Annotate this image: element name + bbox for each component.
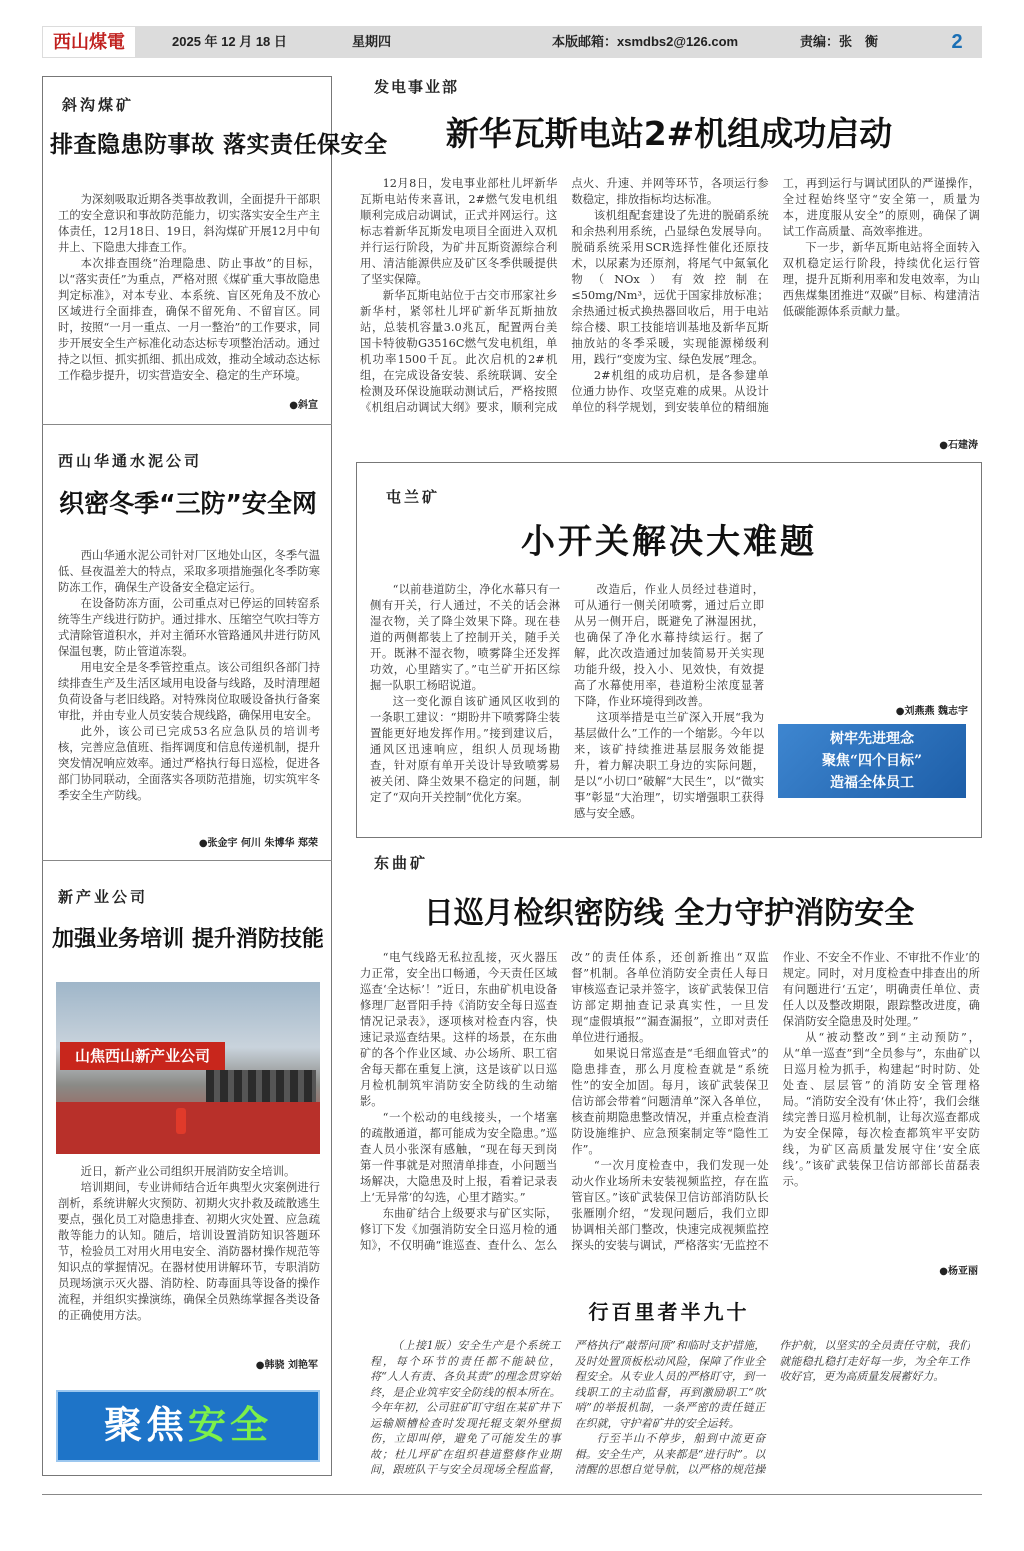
byline: ●斜宣 <box>289 400 318 411</box>
paragraph: 此外，该公司已完成53名应急队员的培训考核，完善应急值班、指挥调度和信息传递机制，提升突发情况响应效率。通过严格执行每日巡检，促进各部门协同联动，全面落实各项防范措施，切实筑牢冬季安全生产防线。 <box>58 725 320 802</box>
paragraph: 12月8日，发电事业部杜儿坪新华瓦斯电站传来喜讯，2#燃气发电机组顺利完成启动调试，正式并网运行。这标志着新华瓦斯发电项目全面进入双机并行运行阶段，为矿井瓦斯资源综合利用、清洁能源供应及矿区冬季供暖提供了坚实保障。 <box>360 177 558 286</box>
byline: ●石建涛 <box>939 440 978 451</box>
paragraph: “一次月度检查中，我们发现一处动火作业场所未安装视频监控，存在监管盲区。”该矿武装保卫信访部消防队长张雁刚介绍，“发现问题后，我们立即协调相关部门整改，快速完成视频监控探头的安装与调试，严格落实‘无监控不作业、不安全不作业、不审批不作业’的规定。同时，对月度检查中排查出的所有问题进行‘五定’，明确责任单位、责任人以及整改期限，跟踪整改进度，确保消防安全隐患及时处理。” <box>571 951 980 1252</box>
byline: ●杨亚丽 <box>939 1266 978 1277</box>
article-body <box>370 1338 970 1482</box>
paragraph: 近日，新产业公司组织开展消防安全培训。 <box>80 1165 296 1178</box>
divider <box>42 424 332 425</box>
article-body <box>58 1164 320 1354</box>
article-body <box>360 950 980 1266</box>
page-number: 2 <box>951 31 963 53</box>
newspaper-logo: 西山煤電 <box>42 26 136 58</box>
slogan-line: 造福全体员工 <box>830 775 914 791</box>
paragraph: 用电安全是冬季管控重点。该公司组织各部门持续排查生产及生活区域用电设备与线路，及时清理超负荷设备与老旧线路。对特殊岗位取暖设备执行备案审批，并由专业人员安装合规线路，确保用电安全。 <box>58 661 320 722</box>
editorial-email: 本版邮箱：xsmdbs2@126.com <box>552 34 739 49</box>
article-body <box>360 176 980 430</box>
article-title: 织密冬季“三防”安全网 <box>59 489 317 518</box>
paragraph: 改造后，作业人员经过巷道时，可从通行一侧关闭喷雾，通过后立即从另一侧开启，既避免了淋湿困扰，也确保了净化水幕持续运行。据了解，此次改造通过加装简易开关实现功能升级，投入小、见效快，有效提高了水幕使用率，巷道粉尘浓度显著下降，作业环境得到改善。 <box>574 583 764 708</box>
paragraph: 西山华通水泥公司针对厂区地处山区，冬季气温低、昼夜温差大的特点，采取多项措施强化冬季防寒防冻工作，确保生产设备安全稳定运行。 <box>58 549 320 594</box>
article-title: 日巡月检织密防线 全力守护消防安全 <box>423 896 915 931</box>
paragraph: 下一步，新华瓦斯电站将全面转入双机稳定运行阶段，持续优化运行管理，提升瓦斯利用率和发电效率，为山西焦煤集团推进“双碳”目标、构建清洁低碳能源体系贡献力量。 <box>782 241 980 318</box>
section-label: 新产业公司 <box>58 888 149 906</box>
paragraph: 2#机组的成功启机，是各参建单位通力协作、攻坚克难的成果。从设计单位的科学规划，到安装单位的精细施工，再到运行与调试团队的严谨操作，全过程始终坚守“安全第一，质量为本，进度服从安全”的原则，确保了调试工作高质量、高效率推进。 <box>571 177 980 414</box>
paragraph: 新华瓦斯电站位于古交市邢家社乡新华村，紧邻杜儿坪矿新华瓦斯抽放站，总装机容量3.0兆瓦，配置两台美国卡特彼勒G3516C燃气发电机组，单机功率1500千瓦。此次启机的2#机组，在完成设备安装、系统联调、安全检测及环保设施联动测试后，严格按照《机组启动调试大纲》要求，顺利完成点火、升速、并网等环节，各项运行参数稳定，排放指标均达标准。 <box>360 177 769 414</box>
paragraph: 该机组配套建设了先进的脱硝系统和余热利用系统，凸显绿色发展导向。脱硝系统采用SCR选择性催化还原技术，以尿素为还原剂，将尾气中氮氧化物（NOx）有效控制在≤50mg/Nm³，远优于国家排放标准；余热通过板式换热器回收后，用于电站综合楼、职工技能培训基地及新华瓦斯抽放站的冬季采暖，实现能源梯级利用，践行“变废为宝、绿色发展”理念。 <box>571 209 769 366</box>
article-title: 行百里者半九十 <box>588 1300 750 1324</box>
logo-word-2: 安全 <box>188 1403 273 1447</box>
paragraph: 如果说日常巡查是“毛细血管式”的隐患排查，那么月度检查就是“系统性”的安全加固。每月，该矿武装保卫信访部会带着“问题清单”深入各单位，核查前期隐患整改情况，并重点检查消防设施维护、应急预案制定等“隐性工作”。 <box>571 1047 769 1156</box>
section-label: 西山华通水泥公司 <box>58 452 203 470</box>
section-label: 东曲矿 <box>374 854 429 872</box>
photo-banner: 山焦西山新产业公司 <box>60 1042 225 1070</box>
paragraph: （上接1版）安全生产是个系统工程，每个环节的责任都不能缺位，将“人人有责、各负其责”的理念贯穿始终，是企业筑牢安全防线的根本所在。今年年初，公司驻矿盯守组在某矿井下运输顺槽检查时发现托辊支架外壁损伤，立即叫停，避免了可能发生的事故；杜儿坪矿在组织巷道整修作业期间，跟班队干与安全员现场全程监督，严格执行“敲帮问顶”和临时支护措施，及时处置顶板松动风险，保障了作业全程安全。从专业人员的严格盯守，到一线职工的主动监督，再到激励职工“吹哨”的举报机制，一条严密的责任链正在织就，守护着矿井的安全运转。 <box>370 1339 766 1476</box>
paragraph: “以前巷道防尘，净化水幕只有一侧有开关，行人通过，不关的话会淋湿衣物，关了降尘效果下降。现在巷道的两侧都装上了控制开关，随手关开。既淋不湿衣物，喷雾降尘还发挥功效，心里踏实了。”屯兰矿开拓区综掘一队职工杨昭说道。 <box>370 583 560 692</box>
paragraph: “一个松动的电线接头，一个堵塞的疏散通道，都可能成为安全隐患。”巡查人员小张深有感触，“现在每天到岗第一件事就是对照清单排查，小问题当场解决，大隐患及时上报，看着记录表上‘无异常’的勾选，心里才踏实。” <box>360 1111 558 1204</box>
issue-weekday: 星期四 <box>352 34 392 49</box>
article-body <box>58 548 320 830</box>
section-label: 屯兰矿 <box>386 488 441 506</box>
paragraph: 在设备防冻方面，公司重点对已停运的回转窑系统等生产线进行防护。通过排水、压缩空气吹扫等方式清除管道积水，并对主循环水管路通风井进行防风保温包裹，防止管道冻裂。 <box>58 597 320 658</box>
divider <box>42 860 332 861</box>
paragraph: 行至半山不停步，船到中流更奋楫。安全生产，从来都是“进行时”。以清醒的思想自觉导航，以严格的规范操作护航，以坚实的全员责任守航，我们就能稳扎稳打走好每一步，为全年工作收好官，更为高质量发展蓄好力。 <box>574 1339 970 1476</box>
paragraph: 本次排查围绕“治理隐患、防止事故”的目标，以“落实责任”为重点，严格对照《煤矿重大事故隐患判定标准》，对本专业、本系统、盲区死角及不放心区域进行全面排查，确保不留死角、不留盲区。同时，按照“一月一重点、一月一整治”的工作要求，同步开展安全生产标准化动态达标专项整治活动。通过持之以恒、抓实抓细、抓出成效，推动全域动态达标工作稳步提升，切实营造安全、稳定的生产环境。 <box>58 257 320 382</box>
paragraph: 这项举措是屯兰矿深入开展“我为基层做什么”工作的一个缩影。今年以来，该矿持续推进基层服务效能提升，着力解决职工身边的实际问题，是以“小切口”破解“大民生”，以“微实事”彰显“大治理”，切实增强职工获得感与安全感。 <box>574 711 764 820</box>
article-title: 排查隐患防事故 落实责任保安全 <box>50 132 388 158</box>
focus-safety-logo <box>56 1390 320 1462</box>
issue-date: 2025 年 12 月 18 日 <box>172 34 287 49</box>
section-label: 斜沟煤矿 <box>62 96 135 114</box>
slogan-line: 树牢先进理念 <box>830 731 914 747</box>
slogan-banner <box>778 724 966 798</box>
paragraph: 从“被动整改”到“主动预防”，从“单一巡查”到“全员参与”，东曲矿以日巡月检为抓手，构建起“时时防、处处查、层层管”的消防安全管理格局。“消防安全没有‘休止符’，我们会继续完善日巡月检机制，让每次巡查都成为安全保障，每次检查都筑牢平安防线，为矿区高质量发展守住‘安全底线’。”该矿武装保卫信访部部长苗磊表示。 <box>782 1031 980 1188</box>
paragraph: 为深刻吸取近期各类事故教训，全面提升干部职工的安全意识和事故防范能力，切实落实安全生产主体责任，12月18日、19日，斜沟煤矿开展12月中旬井上、下隐患大排查工作。 <box>58 193 320 254</box>
article-title: 加强业务培训 提升消防技能 <box>52 927 324 952</box>
paragraph: 培训期间，专业讲师结合近年典型火灾案例进行剖析，系统讲解火灾预防、初期火灾扑救及疏散逃生要点，强化员工对隐患排查、初期火灾处置、应急疏散等能力的认知。随后，培训设置消防知识答题环节，检验员工对用火用电安全、消防器材操作规范等知识点的掌握情况。在器材使用讲解环节，专职消防员现场演示灭火器、消防栓、防毒面具等设备的操作流程，并组织实操演练，确保全员熟练掌握各类设备的正确使用方法。 <box>58 1181 320 1322</box>
article-title: 小开关解决大难题 <box>521 522 817 562</box>
page-editor: 责编：张 衡 <box>800 34 879 49</box>
training-photo <box>56 982 320 1154</box>
paragraph: “电气线路无私拉乱接，灭火器压力正常，安全出口畅通，今天责任区域巡查‘全达标’！”近日，东曲矿机电设备修理厂赵晋阳手持《消防安全每日巡查情况记录表》，逐项核对检查内容，快速记录巡查结果。这样的场景，在东曲矿的各个作业区域、办公场所、职工宿舍每天都在重复上演，这是该矿以日巡月检机制筑牢消防安全防线的生动缩影。 <box>360 951 558 1108</box>
crowd-figures <box>206 1070 316 1104</box>
byline: ●刘燕燕 魏志宇 <box>895 706 968 717</box>
red-carpet <box>56 1102 320 1154</box>
section-label: 发电事业部 <box>374 78 460 96</box>
paragraph: 东曲矿结合上级要求与矿区实际，修订下发《加强消防安全日巡月检的通知》，不仅明确“谁巡查、查什么、怎么改”的责任体系，还创新推出“双监督”机制。各单位消防安全责任人每日审核巡查记录并签字，该矿武装保卫信访部定期抽查记录真实性，一旦发现“虚假填报”“漏查漏报”，立即对责任单位进行通报。 <box>360 951 769 1252</box>
slogan-line: 聚焦“四个目标” <box>821 753 923 769</box>
paragraph: 这一变化源自该矿通风区收到的一条职工建议：“期盼井下喷雾降尘装置能更好地发挥作用。”接到建议后，通风区迅速响应，组织人员现场勘查，针对原有单开关设计导致喷雾易被关闭、降尘效果不稳定的问题，制定了“双向开关控制”优化方案。 <box>370 695 560 804</box>
article-title: 新华瓦斯电站2#机组成功启动 <box>445 114 893 153</box>
fire-extinguisher-icon <box>176 1108 186 1134</box>
logo-word-1: 聚焦 <box>103 1403 188 1447</box>
bottom-rule <box>42 1494 982 1495</box>
article-body <box>58 192 320 400</box>
byline: ●韩骁 刘艳军 <box>255 1360 318 1371</box>
byline: ●张金宇 何川 朱博华 郑荣 <box>198 838 318 849</box>
